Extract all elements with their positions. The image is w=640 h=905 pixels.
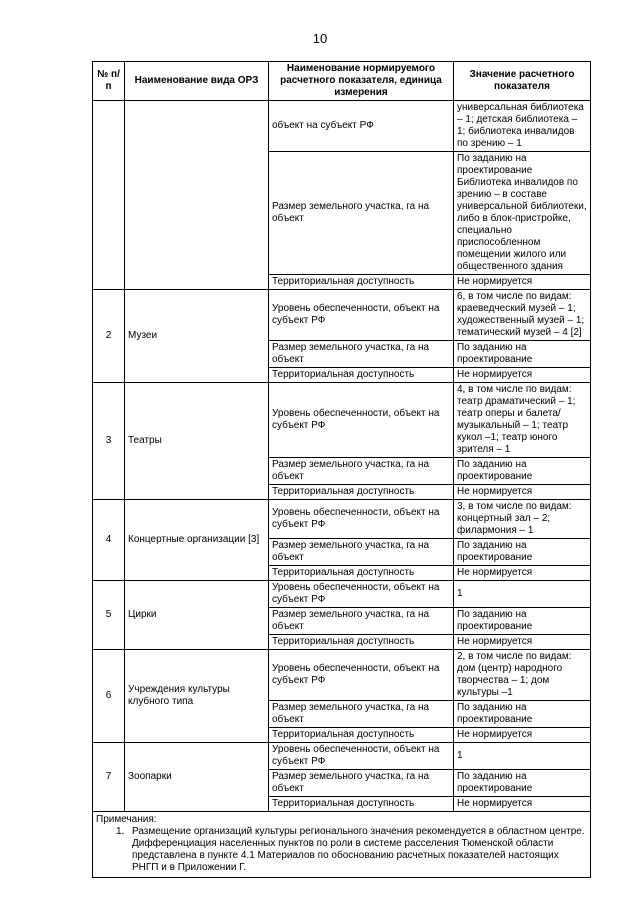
row-kind: Музеи xyxy=(125,290,269,383)
value-cell: Не нормируется xyxy=(454,635,591,650)
table-row xyxy=(93,581,591,608)
indicator-cell: Территориальная доступность xyxy=(269,797,454,812)
header-num: № п/п xyxy=(93,62,125,101)
value-cell: По заданию на проектирование xyxy=(454,458,591,485)
indicator-cell: Уровень обеспеченности, объект на субъект РФ xyxy=(269,383,454,458)
indicator-cell: Территориальная доступность xyxy=(269,275,454,290)
table-row xyxy=(93,101,591,152)
notes-cell xyxy=(93,812,591,878)
value-cell: Не нормируется xyxy=(454,275,591,290)
indicator-cell: Размер земельного участка, га на объект xyxy=(269,539,454,566)
row-kind: Зоопарки xyxy=(125,743,269,812)
table-row xyxy=(93,743,591,770)
value-cell: 1 xyxy=(454,581,591,608)
table-header-row xyxy=(93,62,591,101)
header-value: Значение расчетного показателя xyxy=(454,62,591,101)
indicator-cell: Уровень обеспеченности, объект на субъект РФ xyxy=(269,290,454,341)
indicator-cell: Размер земельного участка, га на объект xyxy=(269,152,454,275)
row-num: 6 xyxy=(93,650,125,743)
value-cell: По заданию на проектирование xyxy=(454,770,591,797)
value-cell: По заданию на проектирование xyxy=(454,539,591,566)
value-cell: 6, в том числе по видам: краеведческий музей – 1; художественный музей – 1; тематический музей – 4 [2] xyxy=(454,290,591,341)
indicator-cell: объект на субъект РФ xyxy=(269,101,454,152)
table-row xyxy=(93,290,591,341)
value-cell: По заданию на проектирование xyxy=(454,608,591,635)
notes-title: Примечания: xyxy=(96,814,157,825)
indicator-cell: Уровень обеспеченности, объект на субъект РФ xyxy=(269,500,454,539)
indicator-cell: Уровень обеспеченности, объект на субъект РФ xyxy=(269,650,454,701)
row-num xyxy=(93,101,125,290)
value-cell: Не нормируется xyxy=(454,566,591,581)
value-cell: универсальная библиотека – 1; детская библиотека – 1; библиотека инвалидов по зрению – 1 xyxy=(454,101,591,152)
indicator-cell: Размер земельного участка, га на объект xyxy=(269,701,454,728)
row-num: 2 xyxy=(93,290,125,383)
row-num: 3 xyxy=(93,383,125,500)
value-cell: Не нормируется xyxy=(454,368,591,383)
row-kind xyxy=(125,101,269,290)
indicator-cell: Территориальная доступность xyxy=(269,728,454,743)
row-kind: Цирки xyxy=(125,581,269,650)
indicator-cell: Размер земельного участка, га на объект xyxy=(269,458,454,485)
row-kind: Учреждения культуры клубного типа xyxy=(125,650,269,743)
norms-table xyxy=(92,61,591,878)
value-cell: Не нормируется xyxy=(454,797,591,812)
table-row xyxy=(93,650,591,701)
value-cell: По заданию на проектирование xyxy=(454,341,591,368)
row-kind: Театры xyxy=(125,383,269,500)
value-cell: 2, в том числе по видам: дом (центр) народного творчества – 1; дом культуры –1 xyxy=(454,650,591,701)
indicator-cell: Территориальная доступность xyxy=(269,635,454,650)
value-cell: По заданию на проектирование Библиотека инвалидов по зрению – в составе универсальной библиотеки, либо в блок-пристройке, специально приспособленном помещении жилого или общественного здания xyxy=(454,152,591,275)
notes-row xyxy=(93,812,591,878)
value-cell: 3, в том числе по видам: концертный зал – 2; филармония – 1 xyxy=(454,500,591,539)
indicator-cell: Размер земельного участка, га на объект xyxy=(269,341,454,368)
row-num: 4 xyxy=(93,500,125,581)
table-row xyxy=(93,500,591,539)
note-item xyxy=(96,826,587,874)
indicator-cell: Территориальная доступность xyxy=(269,485,454,500)
page-number: 10 xyxy=(312,31,328,46)
row-num: 7 xyxy=(93,743,125,812)
value-cell: По заданию на проектирование xyxy=(454,701,591,728)
indicator-cell: Уровень обеспеченности, объект на субъект РФ xyxy=(269,581,454,608)
value-cell: Не нормируется xyxy=(454,728,591,743)
header-indicator: Наименование нормируемого расчетного показателя, единица измерения xyxy=(269,62,454,101)
indicator-cell: Размер земельного участка, га на объект xyxy=(269,608,454,635)
note-text: Размещение организаций культуры регионального значения рекомендуется в областном центре. Дифференциация населенных пунктов по роли в системе расселения Тюменской области представлена в пункте 4.1 Материалов по обоснованию расчетных показателей настоящих РНГП и в Приложении Г. xyxy=(132,826,585,873)
indicator-cell: Территориальная доступность xyxy=(269,368,454,383)
table-row xyxy=(93,383,591,458)
indicator-cell: Территориальная доступность xyxy=(269,566,454,581)
value-cell: 4, в том числе по видам: театр драматический – 1; театр оперы и балета/музыкальный – 1; театр кукол –1; театр юного зрителя – 1 xyxy=(454,383,591,458)
indicator-cell: Размер земельного участка, га на объект xyxy=(269,770,454,797)
row-kind: Концертные организации [3] xyxy=(125,500,269,581)
row-num: 5 xyxy=(93,581,125,650)
header-kind: Наименование вида ОРЗ xyxy=(125,62,269,101)
note-number: 1. xyxy=(116,826,125,837)
value-cell: Не нормируется xyxy=(454,485,591,500)
indicator-cell: Уровень обеспеченности, объект на субъект РФ xyxy=(269,743,454,770)
value-cell: 1 xyxy=(454,743,591,770)
